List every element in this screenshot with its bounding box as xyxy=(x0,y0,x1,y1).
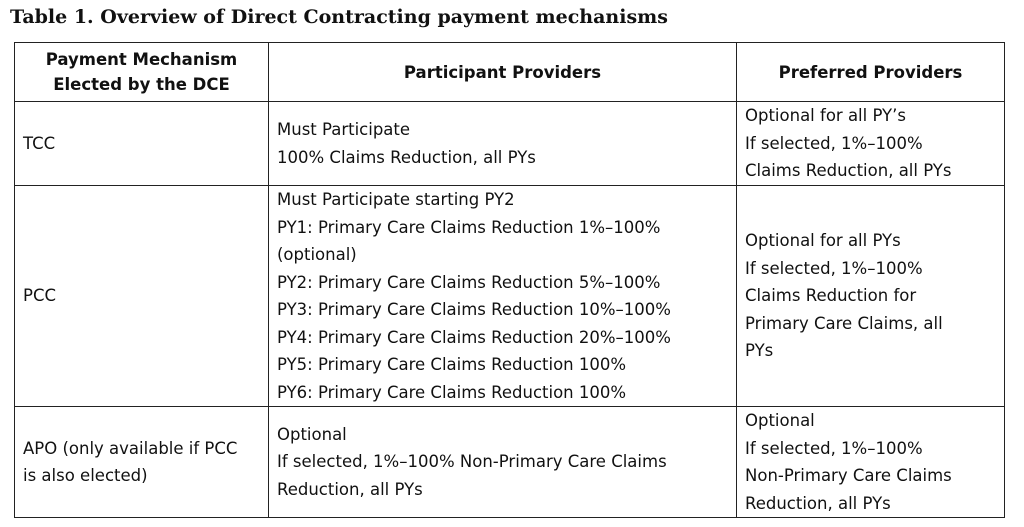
cell-text-line: PCC xyxy=(23,286,56,306)
cell-text-line: PY6: Primary Care Claims Reduction 100% xyxy=(277,382,627,402)
cell-text-line: PYs xyxy=(745,341,774,361)
cell-text-line: Claims Reduction, all PYs xyxy=(745,161,952,181)
cell-text-line: If selected, 1%–100% xyxy=(745,258,923,278)
cell-mechanism xyxy=(15,407,269,518)
cell-mechanism xyxy=(15,102,269,186)
cell-text-line: Optional for all PY’s xyxy=(745,106,906,126)
cell-text-line: Optional xyxy=(745,411,815,430)
header-preferred-providers xyxy=(737,43,1005,102)
cell-text-line: PY2: Primary Care Claims Reduction 5%–100% xyxy=(277,272,661,292)
cell-text-line: Reduction, all PYs xyxy=(277,479,423,499)
cell-text-line: PY1: Primary Care Claims Reduction 1%–100% xyxy=(277,217,661,237)
payment-mechanisms-table xyxy=(14,42,1005,518)
header-payment-mechanism xyxy=(15,43,269,102)
table-row-pcc xyxy=(15,186,1005,407)
table-row-tcc xyxy=(15,102,1005,186)
cell-text-line: Must Participate xyxy=(277,120,411,139)
cell-text-line: PY3: Primary Care Claims Reduction 10%–100% xyxy=(277,300,671,319)
table-header-row xyxy=(15,43,1005,102)
cell-text-line: TCC xyxy=(23,133,56,153)
table-caption: Table 1. Overview of Direct Contracting payment mechanisms xyxy=(10,6,668,28)
cell-preferred-providers xyxy=(737,186,1005,407)
cell-text-line: (optional) xyxy=(277,245,357,264)
cell-text-line: Reduction, all PYs xyxy=(745,493,891,513)
cell-text-line: Optional for all PYs xyxy=(745,231,901,251)
cell-text-line: Non-Primary Care Claims xyxy=(745,466,952,485)
cell-text-line: 100% Claims Reduction, all PYs xyxy=(277,147,536,167)
cell-participant-providers xyxy=(269,186,737,407)
header-text-line: Preferred Providers xyxy=(778,62,963,82)
header-text-line: Payment Mechanism xyxy=(45,50,238,69)
cell-text-line: If selected, 1%–100% xyxy=(745,133,923,153)
cell-text-line: Claims Reduction for xyxy=(745,286,917,306)
cell-text-line: APO (only available if PCC xyxy=(23,438,238,458)
cell-text-line: If selected, 1%–100% Non-Primary Care Claims xyxy=(277,452,667,472)
cell-text-line: PY5: Primary Care Claims Reduction 100% xyxy=(277,355,627,374)
cell-participant-providers xyxy=(269,407,737,518)
cell-text-line: Optional xyxy=(277,424,347,444)
cell-text-line: PY4: Primary Care Claims Reduction 20%–100% xyxy=(277,327,671,347)
header-text-line: Elected by the DCE xyxy=(53,75,230,94)
cell-text-line: Must Participate starting PY2 xyxy=(277,190,515,209)
table-row-apo xyxy=(15,407,1005,518)
cell-participant-providers xyxy=(269,102,737,186)
cell-preferred-providers xyxy=(737,102,1005,186)
header-participant-providers xyxy=(269,43,737,102)
cell-mechanism xyxy=(15,186,269,407)
cell-text-line: is also elected) xyxy=(23,466,148,485)
cell-text-line: If selected, 1%–100% xyxy=(745,438,923,458)
cell-preferred-providers xyxy=(737,407,1005,518)
header-text-line: Participant Providers xyxy=(403,62,602,82)
cell-text-line: Primary Care Claims, all xyxy=(745,313,943,333)
